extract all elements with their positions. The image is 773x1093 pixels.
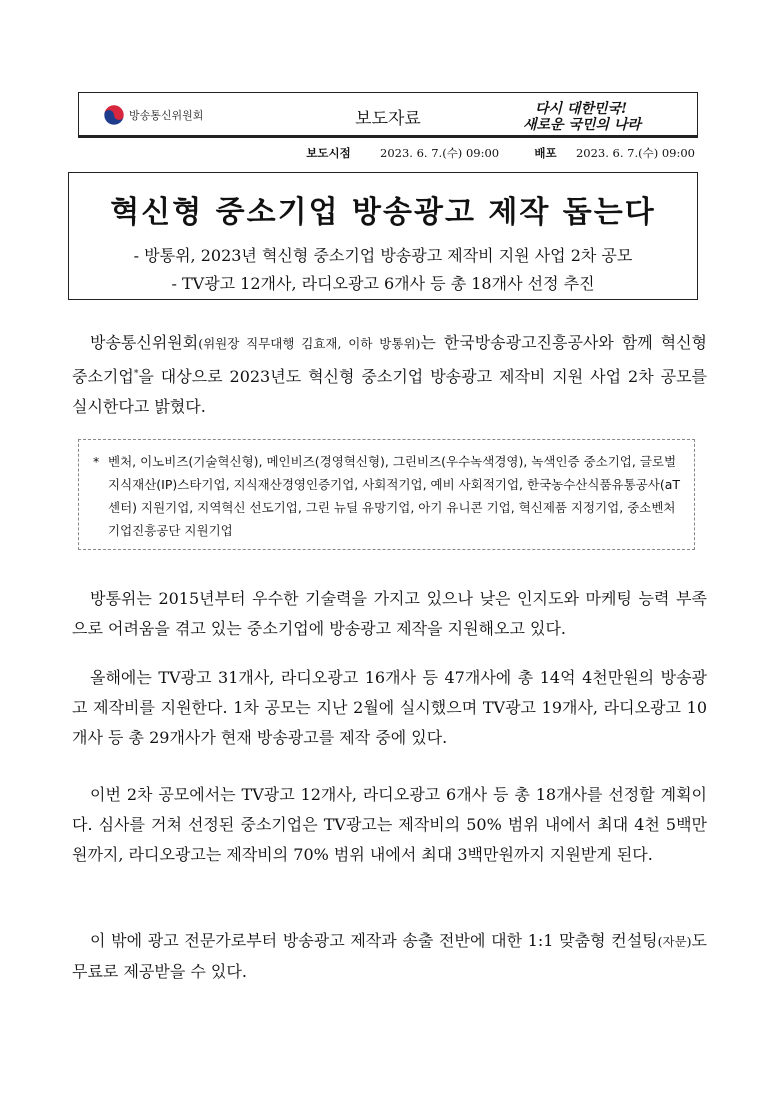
footnote-marker: * [133,369,139,379]
paragraph-3-text: 올해에는 TV광고 31개사, 라디오광고 16개사 등 47개사에 총 14억 4천만원의 방송광고 제작비를 지원한다. 1차 공모는 지난 2월에 실시했으며 TV광고 19개사, 라디오광고 10개사 등 총 29개사가 현재 방송광고를 제작 중에 있다. [72,668,707,747]
paragraph-1-text-b: 는 한국방송광고진흥공사와 함께 혁신형 중소기업 [72,333,708,386]
release-time-value: 2023. 6. 7.(수) 09:00 [380,146,500,160]
footnote-box [78,439,695,550]
paragraph-1-text-a: 방송통신위원회 [90,333,199,352]
paragraph-5-paren: (자문) [657,934,692,949]
distribution-value: 2023. 6. 7.(수) 09:00 [575,146,695,160]
paragraph-5-text-a: 이 밖에 광고 전문가로부터 방송광고 제작과 송출 전반에 대한 1:1 맞춤형 컨설팅 [90,931,658,950]
doc-type-label: 보도자료 [355,109,421,129]
footnote-mark: * [93,454,100,469]
paragraph-1-paren: (위원장 직무대행 김효재, 이하 방통위) [198,336,421,351]
paragraph-5 [72,926,707,987]
footnote-text: 벤처, 이노비즈(기술혁신형), 메인비즈(경영혁신형), 그린비즈(우수녹색경영), 녹색인증 중소기업, 글로벌지식재산(IP)스타기업, 지식재산경영인증기업, 사회적기업, 예비 사회적기업, 한국농수산식품유통공사(aT센터) 지원기업, 지역혁신 선도기업, 그린 뉴딜 유망기업, 아기 유니콘 기업, 혁신제품 지정기업, 중소벤처기업진흥공단 지원기업 [108,454,680,538]
org-name: 방송통신위원회 [129,109,204,122]
footnote [93,450,683,542]
headline: 혁신형 중소기업 방송광고 제작 돕는다 [110,195,656,230]
paragraph-1 [72,328,707,422]
headline-box [68,172,698,300]
paragraph-3 [72,663,707,753]
paragraph-2 [72,584,707,644]
paragraph-4-text: 이번 2차 공모에서는 TV광고 12개사, 라디오광고 6개사 등 총 18개사를 선정할 계획이다. 심사를 거쳐 선정된 중소기업은 TV광고는 제작비의 50% 범위 내에서 최대 4천 5백만원까지, 라디오광고는 제작비의 70% 범위 내에서 최대 3백만원까지 지원받게 된다. [72,785,707,864]
subheadline-2: - TV광고 12개사, 라디오광고 6개사 등 총 18개사 선정 추진 [171,274,595,293]
distribution-label: 배포 [534,146,557,160]
release-time-label: 보도시점 [306,146,351,160]
government-slogan [523,97,673,133]
release-info [306,145,695,161]
paragraph-4 [72,780,707,870]
paragraph-5-text-b: 도 무료로 제공받을 수 있다. [72,931,707,981]
subheadline-1: - 방통위, 2023년 혁신형 중소기업 방송광고 제작비 지원 사업 2차 공모 [133,246,633,265]
slogan-line-2: 새로운 국민의 나라 [523,117,641,133]
paragraph-1-text-c: 을 대상으로 2023년도 혁신형 중소기업 방송광고 제작비 지원 사업 2차 공모를 실시한다고 밝혔다. [72,367,707,416]
slogan-line-1: 다시 대한민국! [535,101,628,117]
press-release-header [78,92,698,138]
paragraph-2-text: 방통위는 2015년부터 우수한 기술력을 가지고 있으나 낮은 인지도와 마케팅 능력 부족으로 어려움을 겪고 있는 중소기업에 방송광고 제작을 지원해오고 있다. [72,589,707,638]
